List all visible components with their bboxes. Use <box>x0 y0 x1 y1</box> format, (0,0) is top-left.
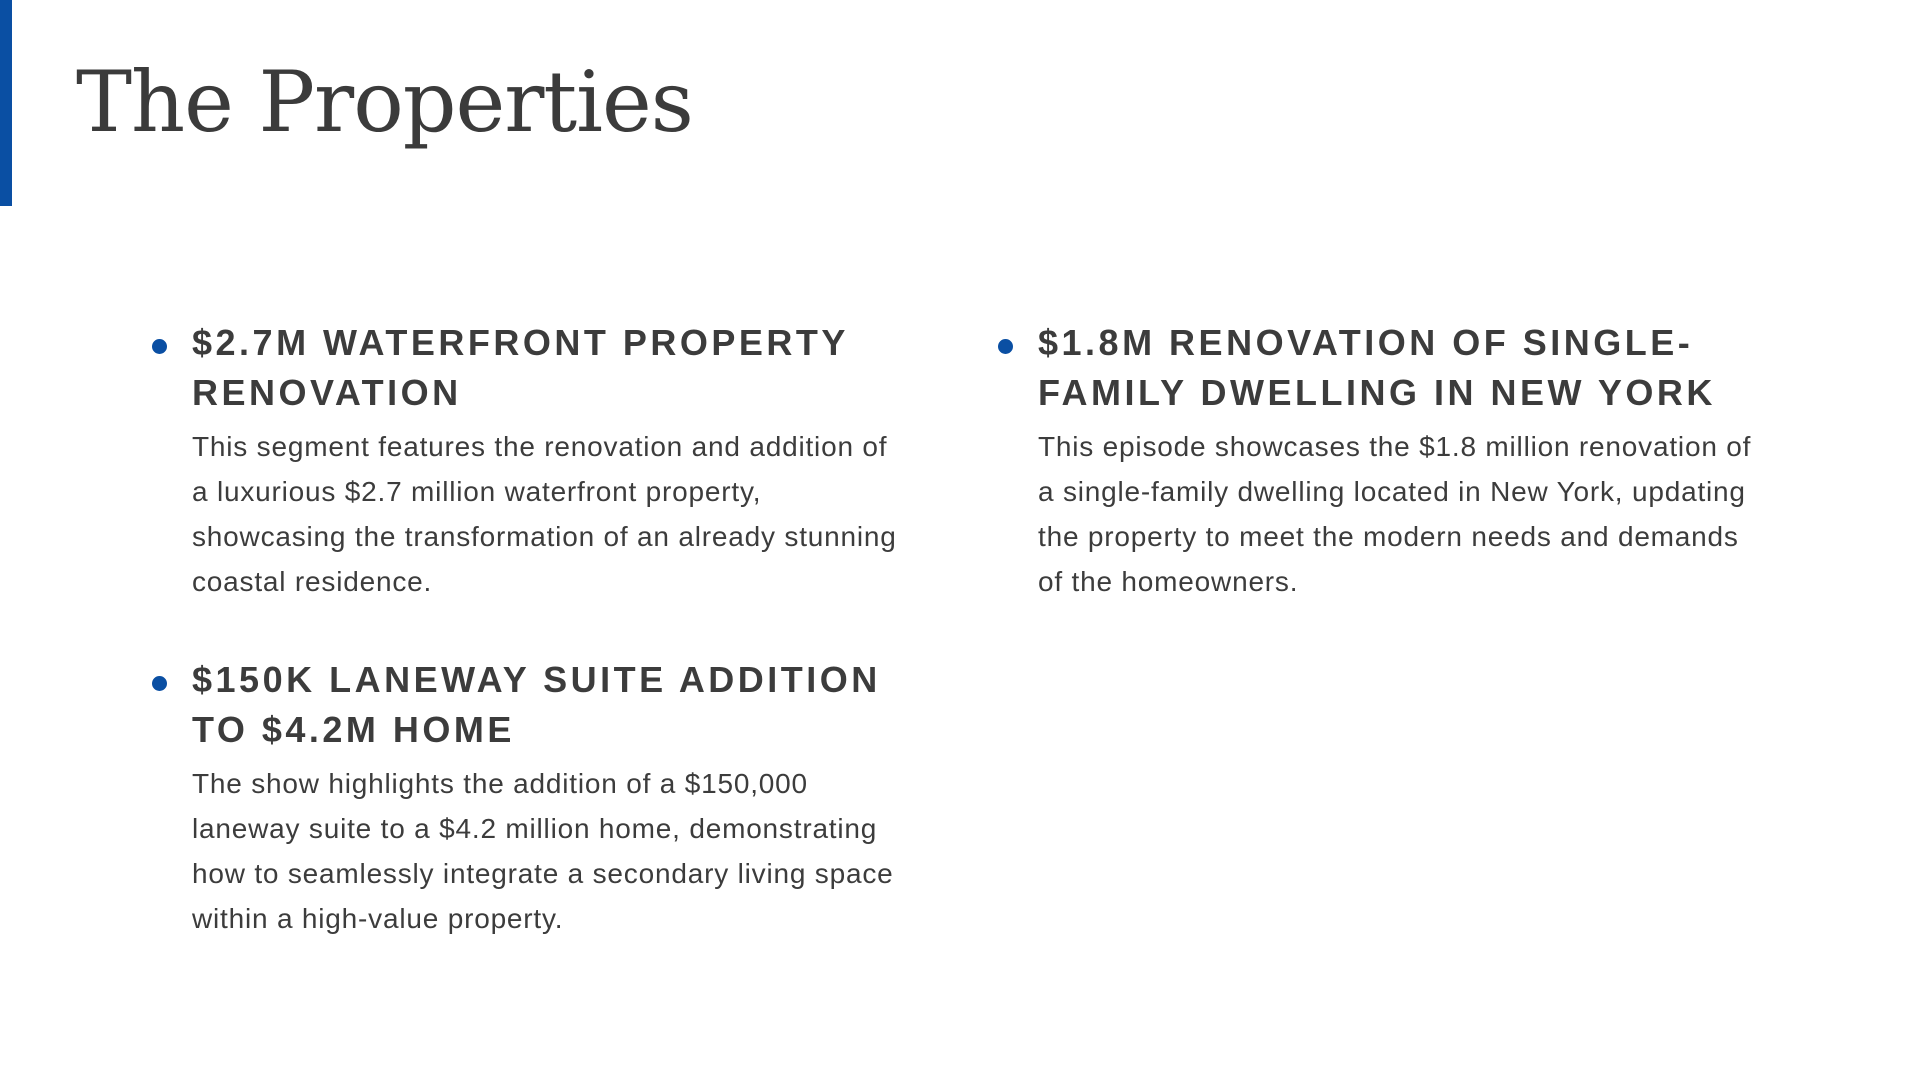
bullet-icon <box>152 676 167 691</box>
property-item-new-york <box>998 318 1758 604</box>
bullet-icon <box>998 339 1013 354</box>
page-title: The Properties <box>76 53 693 151</box>
property-item-laneway-suite <box>152 655 912 941</box>
property-heading: $150K LANEWAY SUITE ADDITION TO $4.2M HOME <box>192 659 881 750</box>
property-heading: $2.7M WATERFRONT PROPERTY RENOVATION <box>192 322 849 413</box>
property-description: This episode showcases the $1.8 million renovation of a single-family dwelling located in New York, updating the property to meet the modern needs and demands of the homeowners. <box>1038 431 1752 597</box>
property-heading: $1.8M RENOVATION OF SINGLE-FAMILY DWELLING IN NEW YORK <box>1038 322 1716 413</box>
property-description: The show highlights the addition of a $150,000 laneway suite to a $4.2 million home, demonstrating how to seamlessly integrate a secondary living space within a high-value property. <box>192 768 894 934</box>
accent-bar <box>0 0 12 206</box>
property-description: This segment features the renovation and addition of a luxurious $2.7 million waterfront property, showcasing the transformation of an already stunning coastal residence. <box>192 431 897 597</box>
bullet-icon <box>152 339 167 354</box>
property-item-waterfront <box>152 318 912 604</box>
